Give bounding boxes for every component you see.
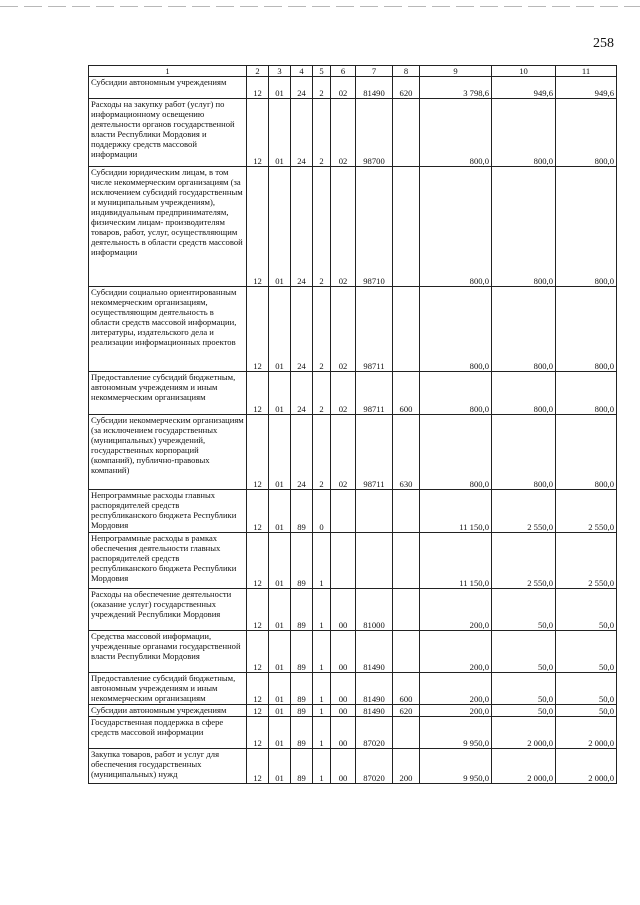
target-code-cell: 81000 [356, 589, 393, 631]
target-code-cell: 81490 [356, 631, 393, 673]
amount-2022-cell: 2 550,0 [492, 533, 556, 589]
program-code-cell: 89 [291, 749, 313, 784]
subsection-code-cell: 01 [269, 717, 291, 749]
subsection-code-cell: 01 [269, 167, 291, 287]
row-name-cell: Субсидии автономным учреждениям [89, 77, 247, 99]
program-code-cell: 89 [291, 589, 313, 631]
program-code-cell: 89 [291, 705, 313, 717]
target-code-cell [356, 490, 393, 533]
activity-code-cell: 02 [331, 415, 356, 490]
row-name-cell: Закупка товаров, работ и услуг для обеспечения государственных (муниципальных) нужд [89, 749, 247, 784]
target-code-cell: 98711 [356, 372, 393, 415]
subsection-code-cell: 01 [269, 749, 291, 784]
subprogram-code-cell: 2 [313, 99, 331, 167]
amount-2022-cell: 800,0 [492, 415, 556, 490]
row-name-cell: Субсидии юридическим лицам, в том числе некоммерческим организациям (за исключением субсидий государственным и муниципальным учреждениям), индивидуальным предпринимателям, физическим лицам- производителям товаров, работ, услуг, осуществляющим деятельность в области средств массовой информации [89, 167, 247, 287]
row-name-cell: Субсидии автономным учреждениям [89, 705, 247, 717]
amount-2023-cell: 50,0 [556, 589, 617, 631]
subprogram-code-cell: 1 [313, 705, 331, 717]
section-code-cell: 12 [247, 705, 269, 717]
amount-2021-cell: 3 798,6 [420, 77, 492, 99]
section-code-cell: 12 [247, 99, 269, 167]
table-row [89, 631, 617, 673]
amount-2022-cell: 2 550,0 [492, 490, 556, 533]
amount-2021-cell: 800,0 [420, 167, 492, 287]
section-code-cell: 12 [247, 167, 269, 287]
activity-code-cell: 02 [331, 287, 356, 372]
activity-code-cell [331, 533, 356, 589]
activity-code-cell: 00 [331, 673, 356, 705]
subprogram-code-cell: 1 [313, 589, 331, 631]
target-code-cell: 98700 [356, 99, 393, 167]
amount-2023-cell: 50,0 [556, 631, 617, 673]
table-row [89, 533, 617, 589]
subsection-code-cell: 01 [269, 673, 291, 705]
expense-type-cell [393, 717, 420, 749]
subprogram-code-cell: 1 [313, 749, 331, 784]
column-header: 5 [313, 66, 331, 77]
section-code-cell: 12 [247, 287, 269, 372]
amount-2023-cell: 2 550,0 [556, 533, 617, 589]
column-header: 2 [247, 66, 269, 77]
amount-2021-cell: 200,0 [420, 631, 492, 673]
row-name-cell: Предоставление субсидий бюджетным, автономным учреждениям и иным некоммерческим организациям [89, 673, 247, 705]
subsection-code-cell: 01 [269, 631, 291, 673]
table-row [89, 673, 617, 705]
expense-type-cell [393, 99, 420, 167]
amount-2022-cell: 50,0 [492, 705, 556, 717]
amount-2023-cell: 800,0 [556, 99, 617, 167]
amount-2023-cell: 2 550,0 [556, 490, 617, 533]
column-header: 8 [393, 66, 420, 77]
subprogram-code-cell: 1 [313, 631, 331, 673]
amount-2023-cell: 2 000,0 [556, 717, 617, 749]
expense-type-cell [393, 167, 420, 287]
expense-type-cell [393, 287, 420, 372]
amount-2023-cell: 50,0 [556, 673, 617, 705]
section-code-cell: 12 [247, 673, 269, 705]
subsection-code-cell: 01 [269, 490, 291, 533]
row-name-cell: Расходы на обеспечение деятельности (оказание услуг) государственных учреждений Республики Мордовия [89, 589, 247, 631]
program-code-cell: 24 [291, 372, 313, 415]
expense-type-cell: 200 [393, 749, 420, 784]
program-code-cell: 24 [291, 99, 313, 167]
activity-code-cell: 00 [331, 717, 356, 749]
row-name-cell: Расходы на закупку работ (услуг) по информационному освещению деятельности органов государственной власти Республики Мордовия и поддержку средств массовой информации [89, 99, 247, 167]
amount-2021-cell: 11 150,0 [420, 533, 492, 589]
column-header: 11 [556, 66, 617, 77]
activity-code-cell: 00 [331, 749, 356, 784]
table-row [89, 490, 617, 533]
target-code-cell: 87020 [356, 717, 393, 749]
amount-2021-cell: 200,0 [420, 673, 492, 705]
activity-code-cell: 00 [331, 705, 356, 717]
program-code-cell: 89 [291, 533, 313, 589]
amount-2022-cell: 50,0 [492, 673, 556, 705]
target-code-cell [356, 533, 393, 589]
subsection-code-cell: 01 [269, 77, 291, 99]
table-row [89, 99, 617, 167]
target-code-cell: 81490 [356, 77, 393, 99]
activity-code-cell [331, 490, 356, 533]
table-body [89, 77, 617, 784]
subsection-code-cell: 01 [269, 415, 291, 490]
subsection-code-cell: 01 [269, 287, 291, 372]
target-code-cell: 98711 [356, 415, 393, 490]
program-code-cell: 24 [291, 167, 313, 287]
amount-2023-cell: 949,6 [556, 77, 617, 99]
activity-code-cell: 00 [331, 589, 356, 631]
amount-2022-cell: 50,0 [492, 631, 556, 673]
subsection-code-cell: 01 [269, 99, 291, 167]
page-number: 258 [593, 36, 614, 51]
expense-type-cell [393, 631, 420, 673]
amount-2022-cell: 949,6 [492, 77, 556, 99]
expense-type-cell: 620 [393, 705, 420, 717]
subprogram-code-cell: 2 [313, 77, 331, 99]
column-header: 6 [331, 66, 356, 77]
section-code-cell: 12 [247, 717, 269, 749]
subprogram-code-cell: 1 [313, 673, 331, 705]
table-row [89, 589, 617, 631]
section-code-cell: 12 [247, 749, 269, 784]
table-row [89, 705, 617, 717]
amount-2022-cell: 800,0 [492, 372, 556, 415]
subsection-code-cell: 01 [269, 705, 291, 717]
amount-2023-cell: 800,0 [556, 167, 617, 287]
amount-2021-cell: 800,0 [420, 415, 492, 490]
program-code-cell: 24 [291, 415, 313, 490]
amount-2022-cell: 800,0 [492, 99, 556, 167]
column-header: 7 [356, 66, 393, 77]
expense-type-cell [393, 589, 420, 631]
row-name-cell: Субсидии некоммерческим организациям (за исключением государственных (муниципальных) учреждений, государственных корпораций (компаний), публично-правовых компаний) [89, 415, 247, 490]
amount-2023-cell: 800,0 [556, 287, 617, 372]
subprogram-code-cell: 2 [313, 167, 331, 287]
section-code-cell: 12 [247, 490, 269, 533]
amount-2023-cell: 800,0 [556, 372, 617, 415]
program-code-cell: 89 [291, 631, 313, 673]
section-code-cell: 12 [247, 533, 269, 589]
amount-2021-cell: 800,0 [420, 287, 492, 372]
amount-2022-cell: 800,0 [492, 287, 556, 372]
subprogram-code-cell: 2 [313, 372, 331, 415]
subprogram-code-cell: 2 [313, 415, 331, 490]
expense-type-cell: 620 [393, 77, 420, 99]
section-code-cell: 12 [247, 631, 269, 673]
subprogram-code-cell: 1 [313, 533, 331, 589]
section-code-cell: 12 [247, 589, 269, 631]
column-header: 10 [492, 66, 556, 77]
table-row [89, 77, 617, 99]
amount-2021-cell: 200,0 [420, 589, 492, 631]
scan-edge-artifact [0, 6, 640, 7]
subprogram-code-cell: 0 [313, 490, 331, 533]
section-code-cell: 12 [247, 372, 269, 415]
table-row [89, 167, 617, 287]
column-header: 1 [89, 66, 247, 77]
row-name-cell: Субсидии социально ориентированным некоммерческим организациям, осуществляющим деятельность в области средств массовой информации, литературы, издательского дела и реализации информационных проектов [89, 287, 247, 372]
row-name-cell: Средства массовой информации, учрежденные органами государственной власти Республики Мордовия [89, 631, 247, 673]
program-code-cell: 89 [291, 673, 313, 705]
amount-2022-cell: 800,0 [492, 167, 556, 287]
amount-2021-cell: 200,0 [420, 705, 492, 717]
amount-2021-cell: 11 150,0 [420, 490, 492, 533]
table-row [89, 372, 617, 415]
table-row [89, 415, 617, 490]
target-code-cell: 81490 [356, 705, 393, 717]
expense-type-cell: 630 [393, 415, 420, 490]
table-row [89, 287, 617, 372]
amount-2022-cell: 2 000,0 [492, 717, 556, 749]
amount-2021-cell: 800,0 [420, 99, 492, 167]
amount-2022-cell: 2 000,0 [492, 749, 556, 784]
column-header: 3 [269, 66, 291, 77]
target-code-cell: 98710 [356, 167, 393, 287]
expense-type-cell: 600 [393, 673, 420, 705]
activity-code-cell: 02 [331, 77, 356, 99]
subsection-code-cell: 01 [269, 533, 291, 589]
target-code-cell: 87020 [356, 749, 393, 784]
amount-2022-cell: 50,0 [492, 589, 556, 631]
row-name-cell: Непрограммные расходы в рамках обеспечения деятельности главных распорядителей средств республиканского бюджета Республики Мордовия [89, 533, 247, 589]
column-header: 9 [420, 66, 492, 77]
subprogram-code-cell: 1 [313, 717, 331, 749]
target-code-cell: 98711 [356, 287, 393, 372]
column-header: 4 [291, 66, 313, 77]
expense-type-cell [393, 490, 420, 533]
row-name-cell: Предоставление субсидий бюджетным, автономным учреждениям и иным некоммерческим организациям [89, 372, 247, 415]
table-row [89, 717, 617, 749]
expense-type-cell: 600 [393, 372, 420, 415]
activity-code-cell: 02 [331, 99, 356, 167]
table-row [89, 749, 617, 784]
table-header-row [89, 66, 617, 77]
amount-2021-cell: 9 950,0 [420, 717, 492, 749]
activity-code-cell: 02 [331, 372, 356, 415]
amount-2021-cell: 800,0 [420, 372, 492, 415]
target-code-cell: 81490 [356, 673, 393, 705]
activity-code-cell: 00 [331, 631, 356, 673]
program-code-cell: 24 [291, 77, 313, 99]
amount-2021-cell: 9 950,0 [420, 749, 492, 784]
subprogram-code-cell: 2 [313, 287, 331, 372]
section-code-cell: 12 [247, 77, 269, 99]
amount-2023-cell: 50,0 [556, 705, 617, 717]
expense-type-cell [393, 533, 420, 589]
subsection-code-cell: 01 [269, 589, 291, 631]
program-code-cell: 89 [291, 717, 313, 749]
budget-table [88, 65, 617, 784]
amount-2023-cell: 800,0 [556, 415, 617, 490]
row-name-cell: Непрограммные расходы главных распорядителей средств республиканского бюджета Республики Мордовия [89, 490, 247, 533]
program-code-cell: 24 [291, 287, 313, 372]
section-code-cell: 12 [247, 415, 269, 490]
row-name-cell: Государственная поддержка в сфере средств массовой информации [89, 717, 247, 749]
amount-2023-cell: 2 000,0 [556, 749, 617, 784]
subsection-code-cell: 01 [269, 372, 291, 415]
activity-code-cell: 02 [331, 167, 356, 287]
program-code-cell: 89 [291, 490, 313, 533]
